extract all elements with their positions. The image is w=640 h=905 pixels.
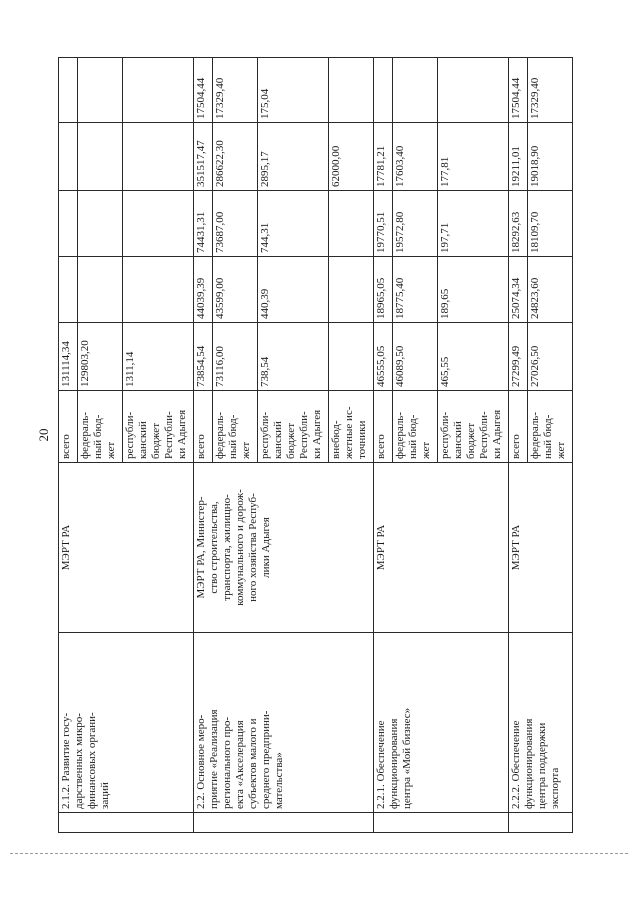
amount-cell: 465,55 [438, 323, 509, 391]
funding-source-line: бюджет [150, 423, 162, 459]
amount-cell [59, 123, 78, 191]
amount-cell [78, 191, 123, 257]
executor-cell [59, 463, 194, 633]
amount-cell: 17329,40 [213, 58, 258, 123]
measure-name-cell [374, 633, 509, 813]
amount-cell: 440,39 [258, 257, 329, 323]
amount-cell [438, 58, 509, 123]
executor-line: МЭРТ РА [510, 524, 522, 571]
funding-source-line: канский [137, 421, 149, 459]
amount-cell: 19211,01 [509, 123, 528, 191]
funding-source-line: ный бюд- [92, 414, 104, 459]
measure-name-line: 2.2. Основное меро- [195, 714, 207, 809]
funding-source-cell [393, 391, 438, 463]
measure-name-cell [509, 633, 573, 813]
amount-cell: 46555,05 [374, 323, 393, 391]
measure-name-line: регионального про- [221, 716, 233, 809]
amount-cell [123, 58, 194, 123]
amount-cell: 177,81 [438, 123, 509, 191]
page-number: 20 [36, 428, 51, 442]
amount-cell: 351517,47 [194, 123, 213, 191]
funding-source-cell [194, 391, 213, 463]
amount-cell [329, 58, 374, 123]
measure-name-line: приятие «Реализация [208, 709, 220, 809]
funding-source-line: Республи- [298, 411, 310, 459]
measure-name-line: центра поддержки [536, 722, 548, 809]
amount-cell: 73687,00 [213, 191, 258, 257]
measure-name-line: 2.2.2. Обеспечение [510, 720, 522, 809]
amount-cell: 18965,05 [374, 257, 393, 323]
amount-cell: 24823,60 [528, 257, 573, 323]
amount-cell [78, 257, 123, 323]
amount-cell [329, 323, 374, 391]
funding-source-line: точники [356, 420, 368, 459]
funding-source-line: ный бюд- [542, 414, 554, 459]
amount-cell [329, 257, 374, 323]
executor-line: МЭРТ РА, Министер- [195, 496, 207, 599]
funding-source-line: канский [452, 421, 464, 459]
blank-left-cell [374, 813, 509, 833]
executor-cell [194, 463, 374, 633]
funding-source-line: жет [555, 441, 567, 459]
executor-line: ство строительства, [208, 501, 220, 594]
amount-cell: 25074,34 [509, 257, 528, 323]
measure-name-line: среднего предприни- [260, 710, 272, 809]
measure-name-line: дарственных микро- [73, 713, 85, 809]
funding-source-cell [374, 391, 393, 463]
funding-source-line: ный бюд- [407, 414, 419, 459]
funding-source-line: федераль- [394, 412, 406, 459]
funding-source-line: ки Адыгея [176, 409, 188, 459]
funding-source-line: жет [420, 441, 432, 459]
funding-source-line: республи- [439, 411, 451, 459]
funding-source-line: бюджет [285, 423, 297, 459]
funding-source-line: федераль- [529, 412, 541, 459]
amount-cell: 46089,50 [393, 323, 438, 391]
amount-cell: 18292,63 [509, 191, 528, 257]
table-row [374, 58, 393, 833]
executor-line: лики Адыгея [260, 517, 272, 578]
funding-source-line: Республи- [163, 411, 175, 459]
funding-source-line: всего [375, 434, 387, 459]
funding-source-line: внебюд- [330, 420, 342, 459]
executor-cell [374, 463, 509, 633]
amount-cell: 286622,30 [213, 123, 258, 191]
amount-cell [59, 58, 78, 123]
amount-cell: 17329,40 [528, 58, 573, 123]
measure-name-line: екта «Акселерация [234, 720, 246, 809]
funding-source-cell [258, 391, 329, 463]
measure-name-line: экспорта [549, 767, 561, 809]
measure-name-line: субъектов малого и [247, 718, 259, 809]
amount-cell [78, 58, 123, 123]
funding-source-line: ный бюд- [227, 414, 239, 459]
blank-left-cell [59, 813, 194, 833]
budget-table [58, 57, 573, 833]
amount-cell: 27026,50 [528, 323, 573, 391]
amount-cell [393, 58, 438, 123]
executor-line: транспорта, жилищно- [221, 494, 233, 601]
rotated-table-frame [58, 58, 610, 833]
amount-cell: 43599,00 [213, 257, 258, 323]
amount-cell [329, 191, 374, 257]
amount-cell: 2895,17 [258, 123, 329, 191]
amount-cell [59, 257, 78, 323]
funding-source-cell [528, 391, 573, 463]
amount-cell: 73854,54 [194, 323, 213, 391]
funding-source-line: канский [272, 421, 284, 459]
blank-left-cell [509, 813, 573, 833]
executor-cell [509, 463, 573, 633]
amount-cell: 18109,70 [528, 191, 573, 257]
funding-source-cell [213, 391, 258, 463]
measure-name-line: заций [99, 782, 111, 809]
funding-source-line: федераль- [214, 412, 226, 459]
amount-cell: 19770,51 [374, 191, 393, 257]
amount-cell: 62000,00 [329, 123, 374, 191]
measure-name-line: финансовых органи- [86, 712, 98, 809]
amount-cell: 17504,44 [194, 58, 213, 123]
amount-cell: 131114,34 [59, 323, 78, 391]
funding-source-line: Республи- [478, 411, 490, 459]
table-row [59, 58, 78, 833]
executor-line: МЭРТ РА [60, 524, 72, 571]
amount-cell: 18775,40 [393, 257, 438, 323]
measure-name-cell [59, 633, 194, 813]
table-body [59, 58, 573, 833]
executor-line: ного хозяйства Респуб- [247, 493, 259, 602]
amount-cell [123, 191, 194, 257]
amount-cell [59, 191, 78, 257]
funding-source-cell [438, 391, 509, 463]
funding-source-line: всего [195, 434, 207, 459]
measure-name-line: функционирования [388, 718, 400, 809]
amount-cell: 74431,31 [194, 191, 213, 257]
blank-left-cell [194, 813, 374, 833]
amount-cell: 17504,44 [509, 58, 528, 123]
funding-source-line: всего [510, 434, 522, 459]
scan-fold-line [10, 853, 628, 854]
funding-source-cell [59, 391, 78, 463]
amount-cell: 44039,39 [194, 257, 213, 323]
executor-line: МЭРТ РА [375, 524, 387, 571]
funding-source-line: республи- [259, 411, 271, 459]
amount-cell: 175,04 [258, 58, 329, 123]
measure-name-line: центра «Мой бизнес» [401, 707, 413, 809]
amount-cell: 19572,80 [393, 191, 438, 257]
executor-line: коммунального и дорож- [234, 489, 246, 606]
table-row [509, 58, 528, 833]
amount-cell: 1311,14 [123, 323, 194, 391]
amount-cell: 744,31 [258, 191, 329, 257]
funding-source-cell [329, 391, 374, 463]
measure-name-line: 2.1.2. Развитие госу- [60, 712, 72, 809]
amount-cell: 738,54 [258, 323, 329, 391]
funding-source-line: жет [240, 441, 252, 459]
table-row [194, 58, 213, 833]
funding-source-cell [123, 391, 194, 463]
funding-source-line: жетные ис- [343, 406, 355, 459]
amount-cell [123, 123, 194, 191]
amount-cell: 197,71 [438, 191, 509, 257]
amount-cell: 73116,00 [213, 323, 258, 391]
amount-cell: 19018,90 [528, 123, 573, 191]
funding-source-cell [509, 391, 528, 463]
funding-source-cell [78, 391, 123, 463]
funding-source-line: ки Адыгея [491, 409, 503, 459]
measure-name-line: функционирования [523, 718, 535, 809]
funding-source-line: федераль- [79, 412, 91, 459]
funding-source-line: ки Адыгея [311, 409, 323, 459]
amount-cell: 27299,49 [509, 323, 528, 391]
measure-name-cell [194, 633, 374, 813]
funding-source-line: бюджет [465, 423, 477, 459]
amount-cell: 17603,40 [393, 123, 438, 191]
amount-cell: 17781,21 [374, 123, 393, 191]
measure-name-line: 2.2.1. Обеспечение [375, 720, 387, 809]
funding-source-line: жет [105, 441, 117, 459]
measure-name-line: мательства» [273, 752, 285, 809]
amount-cell: 189,65 [438, 257, 509, 323]
amount-cell: 129803,20 [78, 323, 123, 391]
funding-source-line: республи- [124, 411, 136, 459]
amount-cell [374, 58, 393, 123]
amount-cell [78, 123, 123, 191]
amount-cell [123, 257, 194, 323]
funding-source-line: всего [60, 434, 72, 459]
